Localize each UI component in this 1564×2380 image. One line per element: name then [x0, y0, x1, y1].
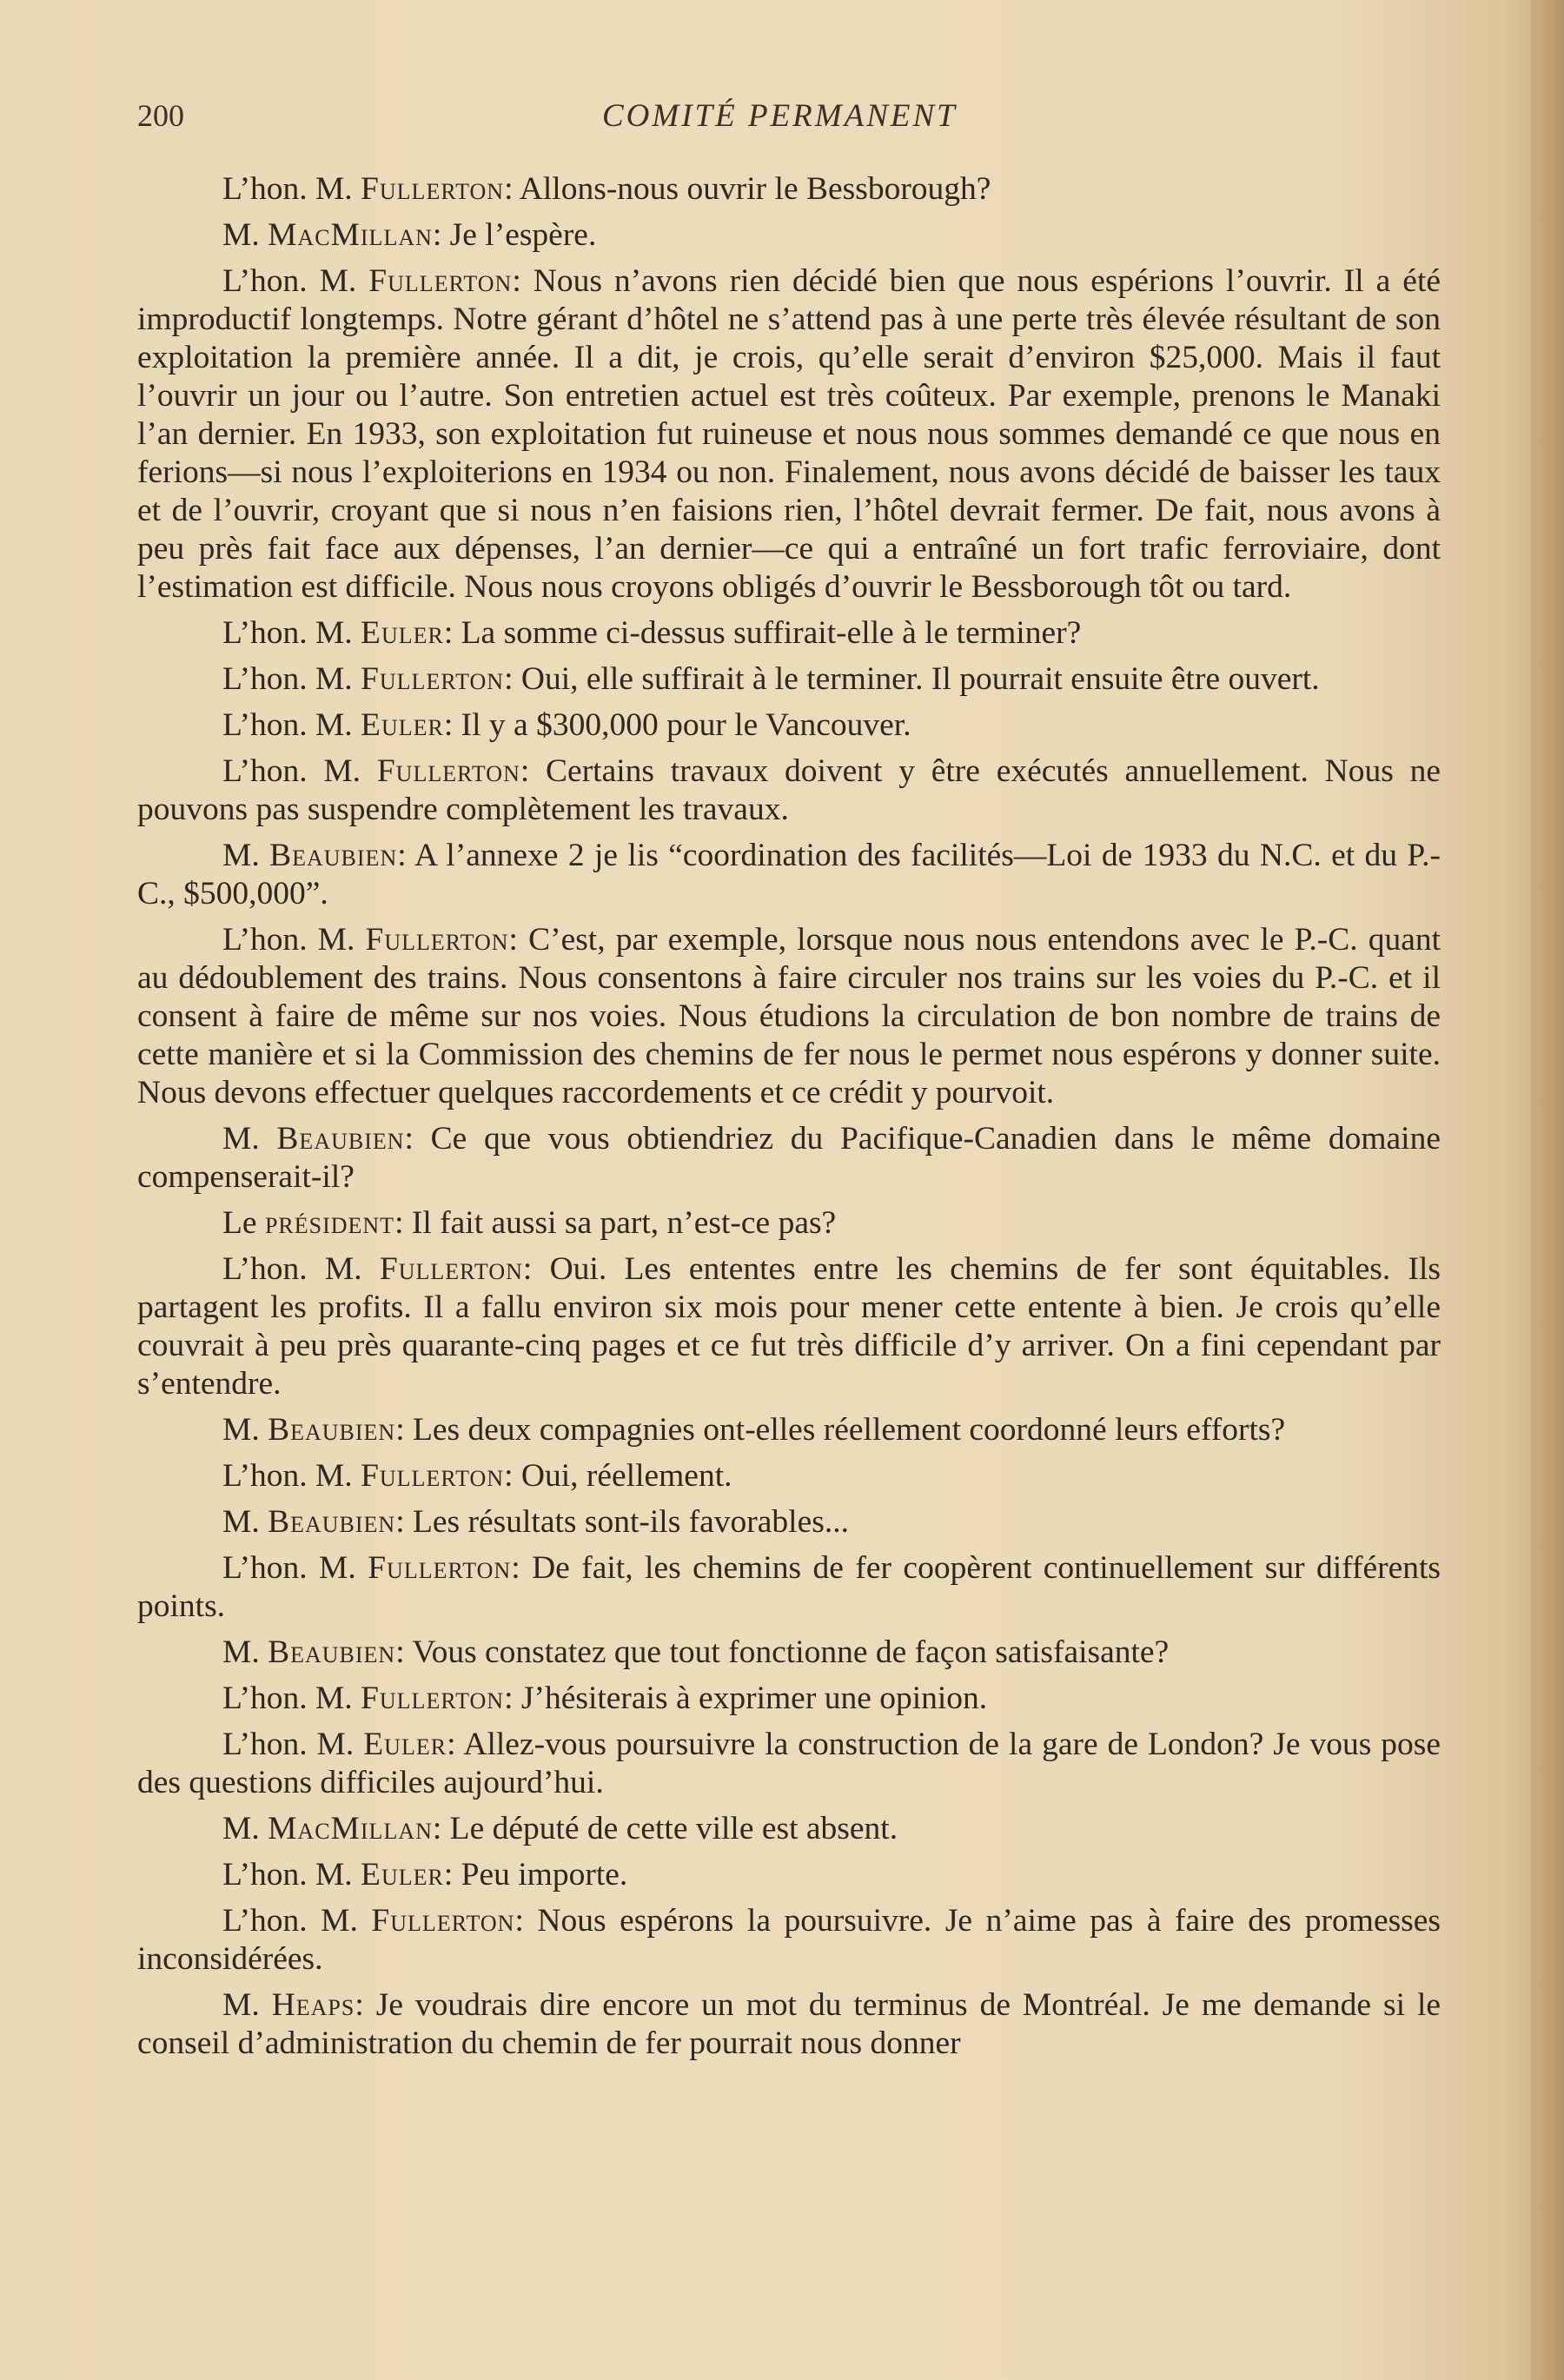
speaker-prefix: M. — [222, 1412, 260, 1448]
paragraph — [137, 1902, 1441, 1979]
speaker-name: Fullerton — [379, 1251, 523, 1287]
speaker-name: Fullerton — [361, 661, 505, 697]
paragraph-text: : Peu importe. — [443, 1857, 628, 1893]
speaker-name: Fullerton — [368, 1550, 512, 1586]
paragraph-text: : Il fait aussi sa part, n’est-ce pas? — [394, 1205, 837, 1241]
paragraph — [137, 1856, 1441, 1894]
speaker-prefix: M. — [222, 838, 260, 873]
speaker-prefix: L’hon. M. — [222, 1857, 353, 1893]
page-number: 200 — [137, 98, 184, 133]
paragraph — [137, 752, 1441, 829]
speaker-name: Fullerton — [365, 922, 509, 958]
speaker-name: Beaubien — [269, 838, 398, 873]
page-edge — [1531, 0, 1564, 2380]
paragraph — [137, 216, 1441, 255]
paragraph-text: : Les résultats sont-ils favorables... — [395, 1504, 849, 1540]
paragraph-text: : A l’annexe 2 je lis “coordination des facilités—Loi de 1933 du N.C. et du P.-C., $500,000”. — [137, 838, 1441, 912]
paragraph — [137, 170, 1441, 209]
transcript-body — [137, 170, 1441, 2071]
paragraph-text: : La somme ci-dessus suffirait-elle à le terminer? — [443, 615, 1082, 651]
speaker-name: Beaubien — [268, 1634, 396, 1670]
speaker-prefix: L’hon. M. — [222, 1458, 353, 1494]
speaker-name: Heaps — [271, 1987, 355, 2023]
paragraph — [137, 1986, 1441, 2063]
paragraph — [137, 660, 1441, 699]
paragraph — [137, 1503, 1441, 1541]
speaker-prefix: M. — [222, 1811, 260, 1846]
paragraph — [137, 1726, 1441, 1802]
running-title: COMITÉ PERMANENT — [602, 98, 958, 134]
speaker-name: Fullerton — [376, 753, 520, 789]
speaker-prefix: L’hon. M. — [222, 1251, 362, 1287]
paragraph-text: : Les deux compagnies ont-elles réellement coordonné leurs efforts? — [395, 1412, 1286, 1448]
paragraph-text: : Nous espérons la poursuivre. Je n’aime pas à faire des promesses inconsidérées. — [137, 1903, 1441, 1977]
paragraph-text: : Allons-nous ouvrir le Bessborough? — [504, 171, 991, 207]
paragraph-text: : Certains travaux doivent y être exécutés annuellement. Nous ne pouvons pas suspendre complètement les travaux. — [137, 753, 1441, 827]
speaker-name: Fullerton — [368, 263, 513, 299]
paragraph-text: : Oui. Les ententes entre les chemins de fer sont équitables. Ils partagent les profits. Il a fallu environ six mois pour mener cette entente à bien. Je crois qu’elle couvrait à peu près quarante-cinq pages et ce fut très difficile d’y arriver. On a fini cependant par s’entendre. — [137, 1251, 1441, 1402]
paragraph-text: : Ce que vous obtiendriez du Pacifique-Canadien dans le même domaine compenserait-il? — [137, 1121, 1441, 1195]
paragraph — [137, 262, 1441, 607]
speaker-prefix: L’hon. M. — [222, 1903, 358, 1939]
paragraph-text: : Oui, elle suffirait à le terminer. Il pourrait ensuite être ouvert. — [504, 661, 1320, 697]
paragraph — [137, 614, 1441, 653]
speaker-name: Beaubien — [268, 1412, 396, 1448]
paragraph-text: : C’est, par exemple, lorsque nous nous entendons avec le P.-C. quant au dédoublement des trains. Nous consentons à faire circuler nos trains sur les voies du P.-C. et il consent à faire de même sur nos voies. Nous étudions la circulation de bon nombre de trains de cette manière et si la Commission des chemins de fer nous le permet nous espérons y donner suite. Nous devons effectuer quelques raccordements et ce crédit y pourvoit. — [137, 922, 1441, 1110]
speaker-prefix: M. — [222, 217, 260, 253]
paragraph-text: : De fait, les chemins de fer coopèrent continuellement sur différents points. — [137, 1550, 1441, 1624]
paragraph — [137, 1549, 1441, 1626]
speaker-prefix: L’hon. M. — [222, 753, 361, 789]
speaker-prefix: L’hon. M. — [222, 1681, 353, 1716]
speaker-prefix: L’hon. M. — [222, 661, 353, 697]
paragraph — [137, 837, 1441, 913]
speaker-name: Fullerton — [361, 1458, 505, 1494]
paragraph-text: : Allez-vous poursuivre la construction de la gare de London? Je vous pose des questions difficiles aujourd’hui. — [137, 1727, 1441, 1800]
speaker-name: Euler — [363, 1727, 447, 1762]
paragraph-text: : Oui, réellement. — [504, 1458, 732, 1494]
speaker-prefix: L’hon. M. — [222, 263, 357, 299]
paragraph — [137, 921, 1441, 1112]
paragraph — [137, 1810, 1441, 1848]
paragraph — [137, 1120, 1441, 1197]
speaker-name: MacMillan — [268, 1811, 433, 1846]
paragraph-text: : Il y a $300,000 pour le Vancouver. — [443, 707, 911, 743]
speaker-prefix: M. — [222, 1121, 260, 1157]
speaker-name: Euler — [361, 707, 444, 743]
paragraph — [137, 706, 1441, 745]
speaker-name: Beaubien — [268, 1504, 396, 1540]
paragraph — [137, 1411, 1441, 1449]
paragraph-text: : Nous n’avons rien décidé bien que nous espérions l’ouvrir. Il a été improductif longtemps. Notre gérant d’hôtel ne s’attend pas à une perte très élevée résultant de son exploitation la première année. Il a dit, je crois, qu’elle serait d’environ $25,000. Mais il faut l’ouvrir un jour ou l’autre. Son entretien actuel est très coûteux. Par exemple, prenons le Manaki l’an dernier. En 1933, son exploitation fut ruineuse et nous nous sommes demandé ce que nous en ferions—si nous l’exploiterions en 1934 ou non. Finalement, nous avons décidé de baisser les taux et de l’ouvrir, croyant que si nous n’en faisions rien, l’hôtel devrait fermer. De fait, nous avons à peu près fait face aux dépenses, l’an dernier—ce qui a entraîné un fort trafic ferroviaire, dont l’estimation est difficile. Nous nous croyons obligés d’ouvrir le Bessborough tôt ou tard. — [137, 263, 1441, 605]
paragraph — [137, 1204, 1441, 1243]
speaker-prefix: L’hon. M. — [222, 922, 355, 958]
speaker-prefix: L’hon. M. — [222, 707, 353, 743]
paragraph-text: : Le député de cette ville est absent. — [432, 1811, 898, 1846]
paragraph — [137, 1634, 1441, 1672]
speaker-name: Fullerton — [371, 1903, 515, 1939]
speaker-prefix: L’hon. M. — [222, 1727, 355, 1762]
speaker-name: président — [264, 1205, 395, 1241]
paragraph-text: : Vous constatez que tout fonctionne de façon satisfaisante? — [395, 1634, 1170, 1670]
speaker-name: Fullerton — [361, 1681, 505, 1716]
speaker-prefix: M. — [222, 1634, 260, 1670]
speaker-name: MacMillan — [268, 217, 433, 253]
speaker-prefix: L’hon. M. — [222, 171, 353, 207]
paragraph — [137, 1250, 1441, 1403]
paragraph — [137, 1680, 1441, 1718]
paragraph — [137, 1457, 1441, 1495]
speaker-name: Fullerton — [361, 171, 505, 207]
speaker-prefix: L’hon. M. — [222, 615, 353, 651]
speaker-prefix: M. — [222, 1504, 260, 1540]
speaker-prefix: Le — [222, 1205, 257, 1241]
speaker-name: Euler — [361, 615, 444, 651]
speaker-name: Beaubien — [276, 1121, 405, 1157]
speaker-prefix: L’hon. M. — [222, 1550, 356, 1586]
page-header — [137, 97, 1441, 149]
paragraph-text: : J’hésiterais à exprimer une opinion. — [504, 1681, 988, 1716]
paragraph-text: : Je voudrais dire encore un mot du terminus de Montréal. Je me demande si le conseil d’administration du chemin de fer pourrait nous donner — [137, 1987, 1441, 2061]
paragraph-text: : Je l’espère. — [432, 217, 597, 253]
speaker-name: Euler — [361, 1857, 444, 1893]
speaker-prefix: M. — [222, 1987, 260, 2023]
